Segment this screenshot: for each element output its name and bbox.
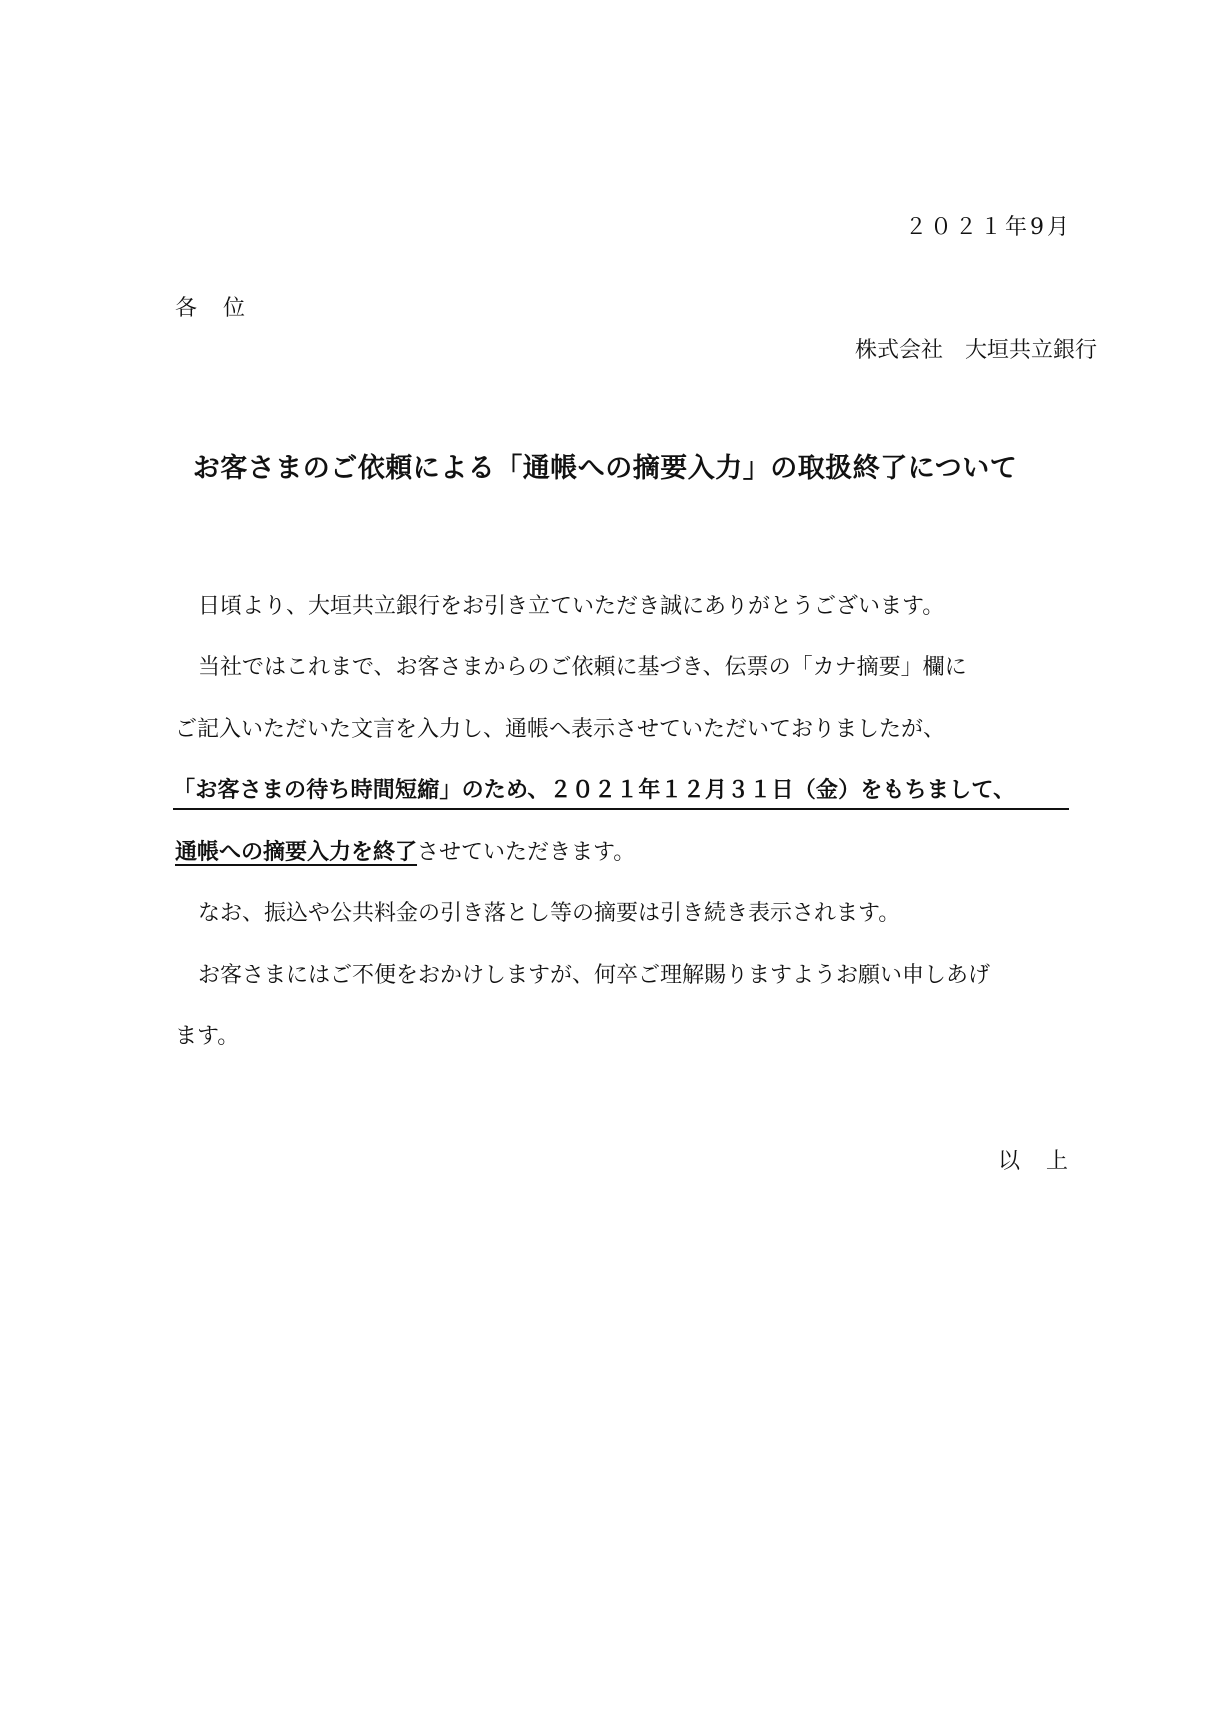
- emphasis-end-of-service: 通帳への摘要入力を終了: [175, 840, 418, 865]
- body-line-1: 日頃より、大垣共立銀行をお引き立ていただき誠にありがとうございます。: [198, 594, 945, 619]
- document-date: ２０２１年9月: [905, 215, 1072, 240]
- body-line-5-rest: させていただきます。: [417, 840, 636, 865]
- body-line-2: 当社ではこれまで、お客さまからのご依頼に基づき、伝票の「カナ摘要」欄に: [198, 655, 967, 680]
- body-line-4-emphasis: 「お客さまの待ち時間短縮」のため、２０２１年１２月３１日（金）をもちまして、: [173, 776, 1069, 810]
- addressee: 各 位: [175, 296, 248, 321]
- body-line-7: お客さまにはご不便をおかけしますが、何卒ご理解賜りますようお願い申しあげ: [198, 963, 991, 988]
- body-line-6: なお、振込や公共料金の引き落とし等の摘要は引き続き表示されます。: [198, 901, 901, 926]
- body-line-5: [175, 838, 635, 868]
- body-line-3: ご記入いただいた文言を入力し、通帳へ表示させていただいておりましたが、: [175, 717, 946, 742]
- body-line-8: ます。: [175, 1024, 240, 1049]
- sender-name: 株式会社 大垣共立銀行: [854, 338, 1097, 363]
- closing-remark: 以 上: [997, 1149, 1070, 1174]
- document-title: お客さまのご依頼による「通帳への摘要入力」の取扱終了について: [192, 453, 1018, 484]
